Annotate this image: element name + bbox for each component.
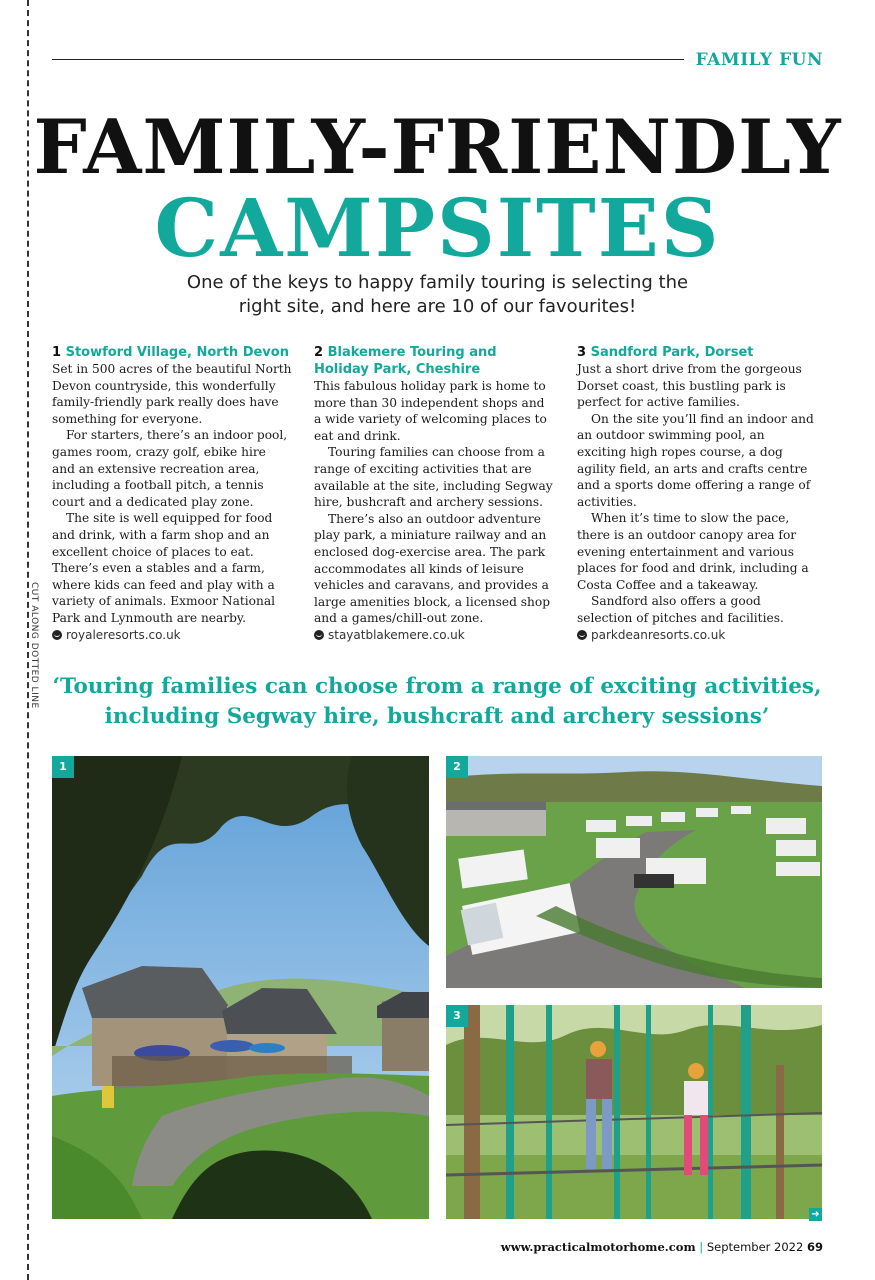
- campsite-number: 3: [577, 345, 587, 360]
- web-icon: [52, 630, 62, 640]
- website-text[interactable]: parkdeanresorts.co.uk: [591, 627, 726, 642]
- campsite-paragraph: There’s also an outdoor adventure play park, a miniature railway and an enclosed dog-exercise area. The park accommodates all kinds of leisure vehicles and caravans, and provides a large amenities block, a licensed shop and a games/chill-out zone.: [314, 511, 551, 626]
- campsite-paragraph: This fabulous holiday park is home to more than 30 independent shops and a wide variety of welcoming places to eat and drink.: [314, 379, 547, 443]
- campsite-heading: [577, 344, 817, 361]
- campsite-number: 1: [52, 345, 62, 360]
- campsite-website[interactable]: [577, 627, 817, 644]
- campsite-name: Sandford Park, Dorset: [590, 345, 754, 360]
- photo-sandford-ropes: [446, 1005, 822, 1219]
- campsite-paragraph: When it’s time to slow the pace, there is an outdoor canopy area for evening entertainment and various places for food and drink, including a Costa Coffee and a takeaway.: [577, 511, 809, 592]
- campsite-paragraph: For starters, there’s an indoor pool, games room, crazy golf, ebike hire and an extensive recreation area, including a football pitch, a tennis court and a dedicated play zone.: [52, 428, 288, 509]
- website-text[interactable]: stayatblakemere.co.uk: [328, 627, 465, 642]
- website-text[interactable]: royaleresorts.co.uk: [66, 627, 181, 642]
- cut-instruction: CUT ALONG DOTTED LINE: [29, 582, 39, 709]
- header-rule: [52, 59, 684, 60]
- photo-stowford-village: [52, 756, 429, 1219]
- campsite-entry-2: [314, 344, 554, 644]
- campsite-paragraph: Just a short drive from the gorgeous Dorset coast, this bustling park is perfect for active families.: [577, 362, 802, 410]
- standfirst: One of the keys to happy family touring is selecting the right site, and here are 10 of our favourites!: [186, 272, 689, 317]
- campsite-name: Stowford Village, North Devon: [65, 345, 289, 360]
- headline-line-1: FAMILY-FRIENDLY: [33, 103, 842, 191]
- headline-line-2: CAMPSITES: [154, 181, 721, 275]
- village-illustration: [52, 756, 429, 1219]
- campsite-paragraph: On the site you’ll find an indoor and an outdoor swimming pool, an exciting high ropes course, a dog agility field, an arts and crafts centre and a sports dome offering a range of activities.: [577, 411, 814, 509]
- campsite-entry-3: [577, 344, 817, 643]
- page-footer: [501, 1240, 823, 1254]
- campsite-heading: [314, 344, 554, 378]
- campsite-number: 2: [314, 345, 324, 360]
- continue-arrow-icon: ➜: [809, 1208, 822, 1221]
- photo-blakemere-park: [446, 756, 822, 988]
- pull-quote: ‘Touring families can choose from a range of exciting activities, including Segway hire, bushcraft and archery sessions’: [52, 674, 822, 729]
- campsite-paragraph: Set in 500 acres of the beautiful North Devon countryside, this wonderfully family-friendly park really does have something for everyone.: [52, 362, 292, 426]
- campsite-name: Blakemere Touring and Holiday Park, Cheshire: [314, 345, 497, 377]
- campsite-entry-1: [52, 344, 292, 643]
- photo-number-badge: 3: [446, 1005, 468, 1027]
- web-icon: [577, 630, 587, 640]
- campsite-website[interactable]: [52, 627, 292, 644]
- campsite-paragraph: Sandford also offers a good selection of pitches and facilities.: [577, 594, 784, 625]
- caravan-park-illustration: [446, 756, 822, 988]
- footer-date: September 2022: [706, 1240, 804, 1254]
- photo-number-badge: 1: [52, 756, 74, 778]
- section-label: FAMILY FUN: [695, 50, 823, 70]
- page-number: 69: [806, 1240, 823, 1254]
- photo-number-badge: 2: [446, 756, 468, 778]
- high-ropes-illustration: [446, 1005, 822, 1219]
- campsite-paragraph: Touring families can choose from a range of exciting activities that are available at the site, including Segway hire, bushcraft and archery sessions.: [314, 445, 553, 510]
- footer-separator: |: [699, 1240, 704, 1254]
- campsite-website[interactable]: [314, 627, 554, 644]
- campsite-paragraph: The site is well equipped for food and drink, with a farm shop and an excellent choice of places to eat. There’s even a stables and a farm, where kids can feed and play with a variety of animals. Exmoor National Park and Lynmouth are nearby.: [52, 511, 275, 625]
- footer-url[interactable]: www.practicalmotorhome.com: [500, 1240, 696, 1254]
- campsite-heading: [52, 344, 292, 361]
- web-icon: [314, 630, 324, 640]
